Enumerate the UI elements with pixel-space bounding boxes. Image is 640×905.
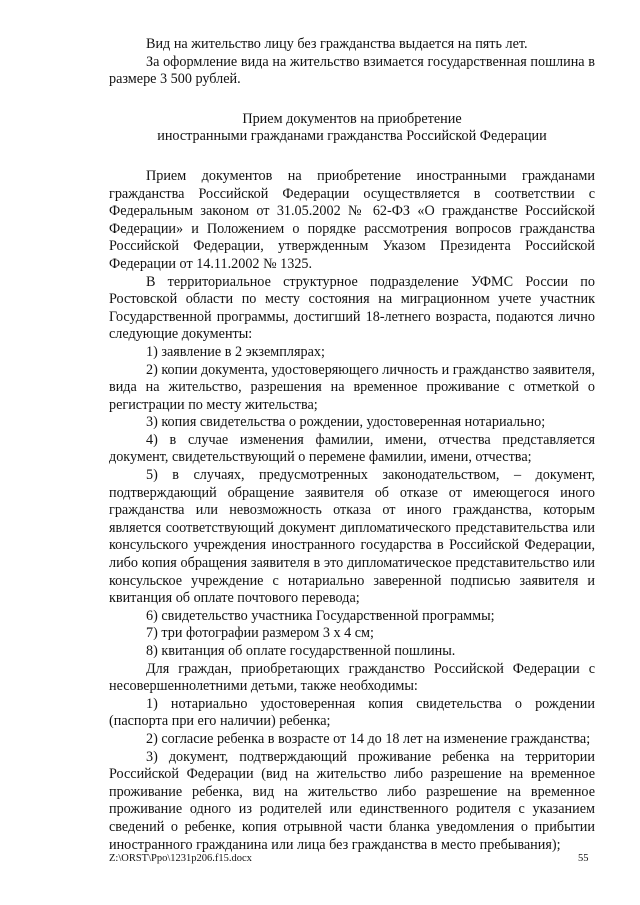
list-item-2: 2) копии документа, удостоверяющего личность и гражданство заявителя, вида на жительство, разрешения на временное проживание с отметкой о регистрации по месту жительства; <box>109 361 595 413</box>
body-paragraph-2: В территориальное структурное подразделение УФМС России по Ростовской области по месту состояния на миграционном учете участник Государственной программы, достигший 18-летнего возраста, подаются лично следующие документы: <box>109 273 595 343</box>
section-heading-line-2: иностранными гражданами гражданства Российской Федерации <box>157 128 547 145</box>
section-heading <box>109 111 595 146</box>
body-paragraph-1: Прием документов на приобретение иностранными гражданами гражданства Российской Федерации осуществляется в соответствии с Федеральным законом от 31.05.2002 № 62-ФЗ «О гражданстве Российской Федерации» и Положением о порядке рассмотрения вопросов гражданства Российской Федерации, утвержденным Указом Президента Российской Федерации от 14.11.2002 № 1325. <box>109 167 595 272</box>
document-body <box>109 36 595 854</box>
minor-list-item-2: 2) согласие ребенка в возрасте от 14 до 18 лет на изменение гражданства; <box>146 730 591 747</box>
body-paragraph-minors: Для граждан, приобретающих гражданство Российской Федерации с несовершеннолетними детьми, также необходимы: <box>109 660 595 695</box>
minor-list-item-1: 1) нотариально удостоверенная копия свидетельства о рождении (паспорта при его наличии) ребенка; <box>109 695 595 730</box>
footer-file-path: Z:\ORST\Ppo\1231p206.f15.docx <box>109 853 252 864</box>
list-item-6: 6) свидетельство участника Государственной программы; <box>146 607 495 624</box>
list-item-4: 4) в случае изменения фамилии, имени, отчества представляется документ, свидетельствующий о перемене фамилии, имени, отчества; <box>109 431 595 466</box>
minor-list-item-3: 3) документ, подтверждающий проживание ребенка на территории Российской Федерации (вид на жительство либо разрешение на временное проживание ребенка, вид на жительство либо разрешение на временное проживание одного из родителей или единственного родителя с указанием сведений о ребенке, копия отрывной части бланка уведомления о прибытии иностранного гражданина или лица без гражданства в место пребывания); <box>109 748 595 853</box>
list-item-7: 7) три фотографии размером 3 х 4 см; <box>146 625 374 642</box>
list-item-5: 5) в случаях, предусмотренных законодательством, – документ, подтверждающий обращение заявителя об отказе от имеющегося иного гражданства или невозможность отказа от иного гражданства, которым является соответствующий документ дипломатического представительства или консульского учреждения иностранного государства в Российской Федерации, либо копия обращения заявителя в это дипломатическое представительство или консульское учреждение с нотариально заверенной подписью заявителя и квитанция об оплате почтового перевода; <box>109 467 595 607</box>
section-heading-line-1: Прием документов на приобретение <box>242 110 462 127</box>
intro-paragraph-2: За оформление вида на жительство взимается государственная пошлина в размере 3 500 рублей. <box>109 53 595 88</box>
intro-paragraph-1: Вид на жительство лицу без гражданства выдается на пять лет. <box>146 36 528 52</box>
list-item-8: 8) квитанция об оплате государственной пошлины. <box>146 643 456 659</box>
list-item-1: 1) заявление в 2 экземплярах; <box>146 343 325 360</box>
footer-page-number: 55 <box>578 853 589 864</box>
list-item-3: 3) копия свидетельства о рождении, удостоверенная нотариально; <box>146 414 546 431</box>
